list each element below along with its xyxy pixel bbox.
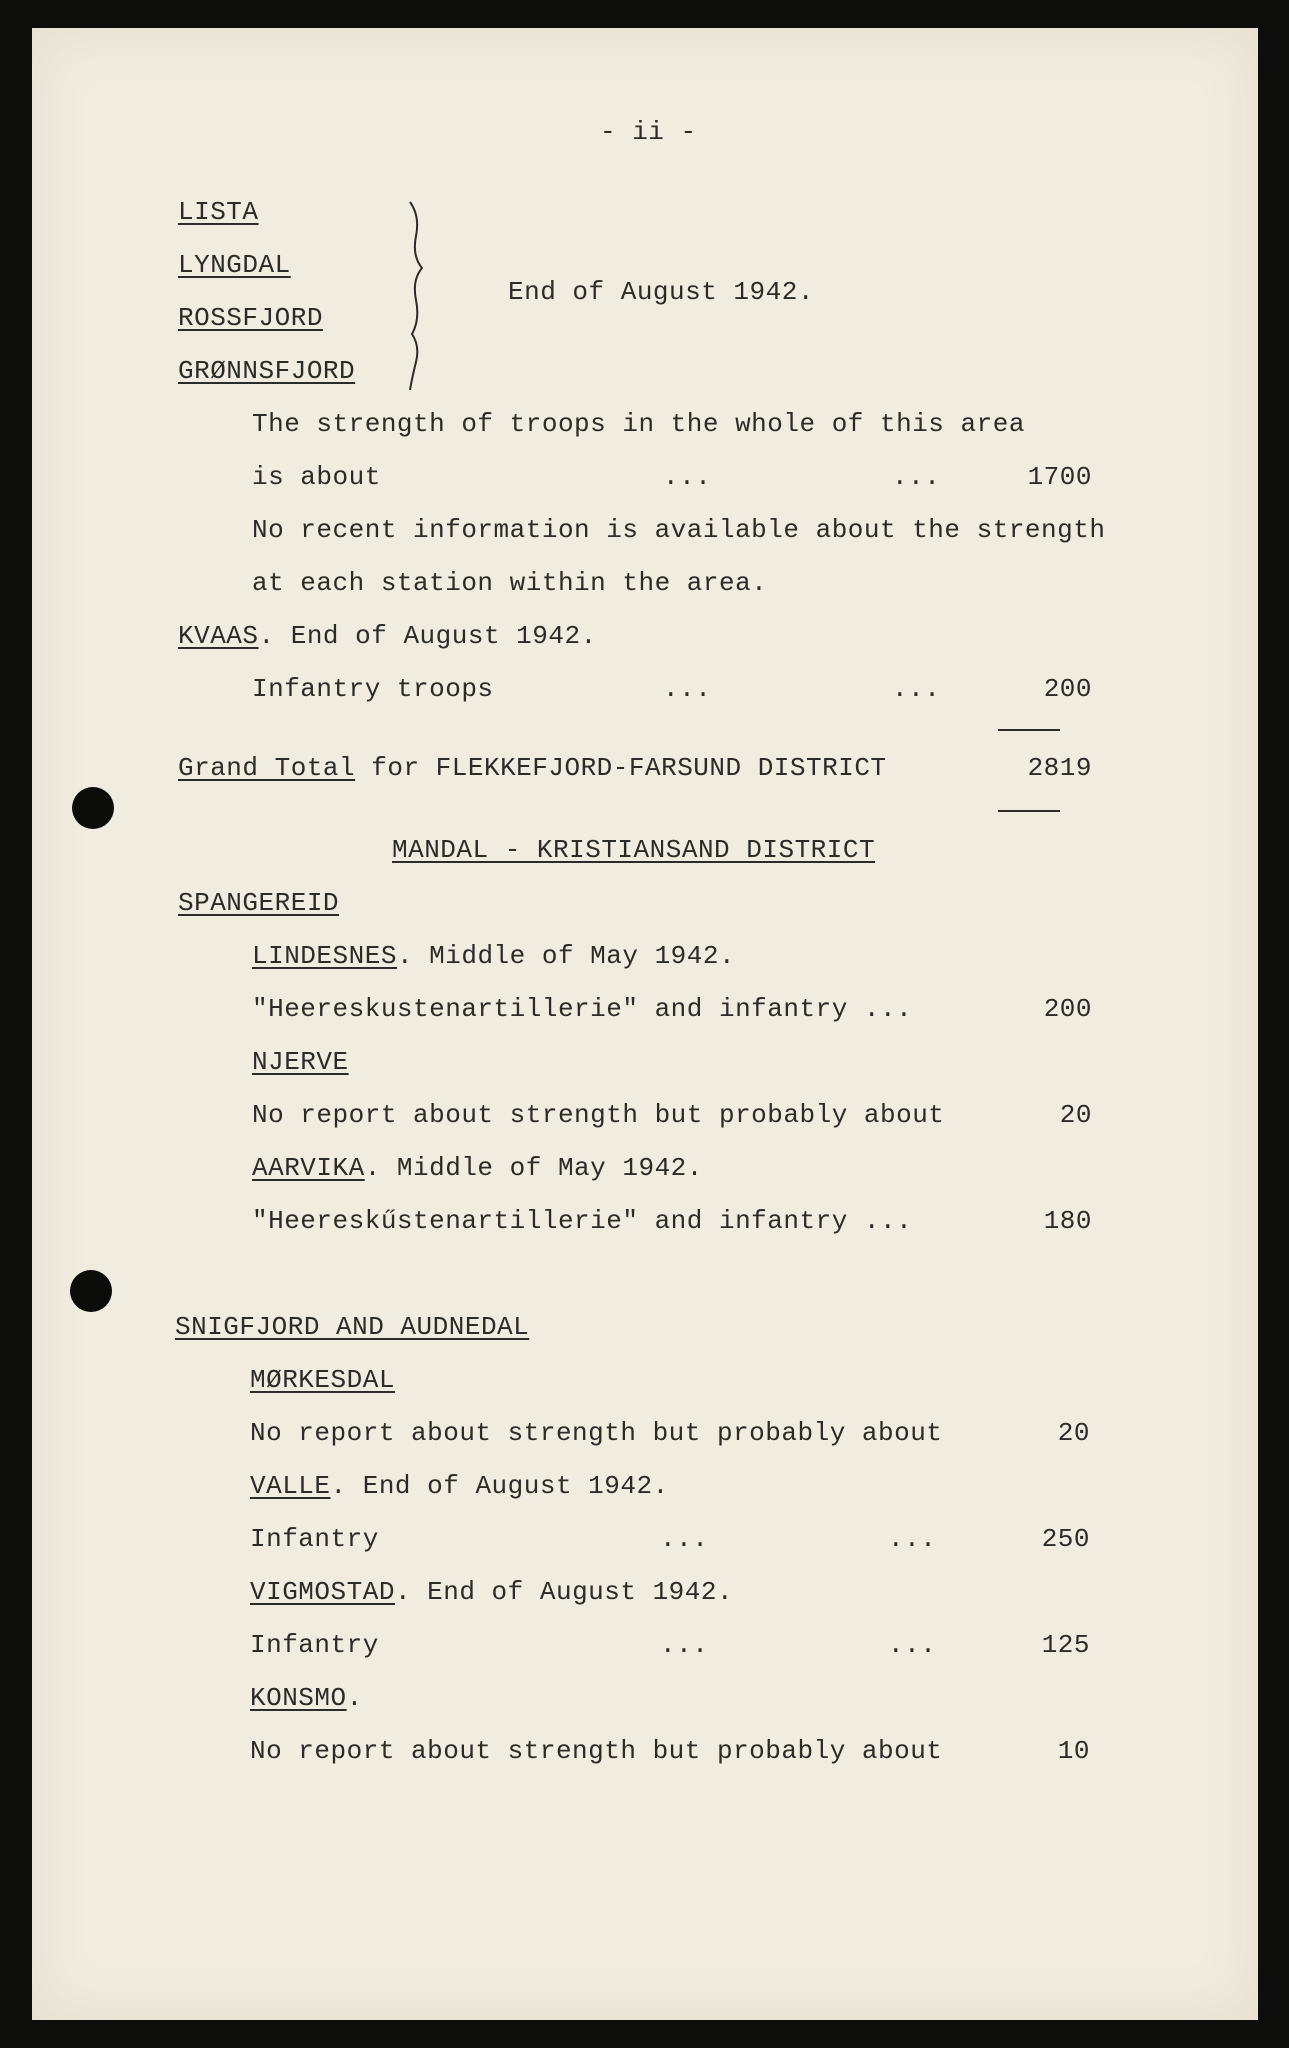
- aarvika-value: 180: [1043, 1206, 1092, 1236]
- grand-total-value: 2819: [1027, 753, 1092, 783]
- lindesnes-value: 200: [1043, 994, 1092, 1024]
- section1-line1: The strength of troops in the whole of this area: [252, 409, 1025, 439]
- punch-hole-bottom: [70, 1270, 112, 1312]
- subtotal-rule: [998, 729, 1060, 731]
- konsmo-label: No report about strength but probably about: [250, 1736, 943, 1766]
- punch-hole-top: [72, 787, 114, 829]
- morkesdal-label: No report about strength but probably about: [250, 1418, 943, 1448]
- valle-line: [250, 1470, 669, 1502]
- kvaas-label: Infantry troops: [252, 674, 494, 704]
- section1-line2-label: is about: [252, 462, 381, 492]
- lindesnes-label: "Heereskustenartillerie" and infantry ...: [252, 994, 913, 1024]
- kvaas-dots1: ...: [663, 674, 712, 704]
- section1-line3: No recent information is available about the strength: [252, 515, 1106, 545]
- valle-dots2: ...: [888, 1524, 937, 1554]
- total-rule: [998, 810, 1060, 812]
- place-gronnsfjord: GRØNNSFJORD: [178, 356, 356, 386]
- lindesnes-name: LINDESNES: [252, 941, 397, 971]
- kvaas-dots2: ...: [892, 674, 941, 704]
- vigmostad-name: VIGMOSTAD: [250, 1577, 395, 1607]
- place-rossfjord: ROSSFJORD: [178, 303, 323, 333]
- lindesnes-date: . Middle of May 1942.: [396, 941, 736, 971]
- grand-total-label: Grand Total: [178, 753, 356, 783]
- njerve-label: No report about strength but probably about: [252, 1100, 945, 1130]
- valle-date: . End of August 1942.: [330, 1471, 669, 1501]
- place-lista: LISTA: [178, 197, 259, 227]
- aarvika-line: [252, 1152, 703, 1184]
- section1-dots1: ...: [663, 462, 712, 492]
- vigmostad-line: [250, 1576, 733, 1608]
- vigmostad-dots1: ...: [660, 1630, 709, 1660]
- aarvika-name: AARVIKA: [252, 1153, 365, 1183]
- page-number: - ii -: [600, 117, 697, 147]
- snigfjord-heading: SNIGFJORD AND AUDNEDAL: [175, 1312, 530, 1342]
- grand-total-text: for FLEKKEFJORD-FARSUND DISTRICT: [355, 753, 887, 783]
- brace-icon: [404, 196, 434, 396]
- konsmo-value: 10: [1057, 1736, 1090, 1766]
- kvaas-line: [178, 620, 597, 652]
- grand-total-line: [178, 752, 887, 784]
- aarvika-date: . Middle of May 1942.: [364, 1153, 703, 1183]
- spangereid-heading: SPANGEREID: [178, 888, 340, 918]
- lindesnes-line: [252, 940, 735, 972]
- section1-value: 1700: [1027, 462, 1092, 492]
- mandal-heading: MANDAL - KRISTIANSAND DISTRICT: [392, 835, 876, 865]
- konsmo-name: KONSMO: [250, 1683, 347, 1713]
- valle-dots1: ...: [660, 1524, 709, 1554]
- document-page: [32, 28, 1258, 2020]
- valle-value: 250: [1041, 1524, 1090, 1554]
- section1-date: End of August 1942.: [508, 277, 814, 307]
- aarvika-label: "Heereskűstenartillerie" and infantry ...: [252, 1206, 913, 1236]
- konsmo-line: [250, 1682, 363, 1714]
- kvaas-value: 200: [1043, 674, 1092, 704]
- vigmostad-label: Infantry: [250, 1630, 379, 1660]
- section1-line4: at each station within the area.: [252, 568, 768, 598]
- konsmo-period: .: [346, 1683, 363, 1713]
- morkesdal-value: 20: [1057, 1418, 1090, 1448]
- valle-name: VALLE: [250, 1471, 331, 1501]
- morkesdal-name: MØRKESDAL: [250, 1365, 395, 1395]
- section1-dots2: ...: [892, 462, 941, 492]
- kvaas-date: . End of August 1942.: [258, 621, 597, 651]
- kvaas-name: KVAAS: [178, 621, 259, 651]
- vigmostad-date: . End of August 1942.: [394, 1577, 734, 1607]
- njerve-name: NJERVE: [252, 1047, 349, 1077]
- vigmostad-dots2: ...: [888, 1630, 937, 1660]
- valle-label: Infantry: [250, 1524, 379, 1554]
- vigmostad-value: 125: [1041, 1630, 1090, 1660]
- njerve-value: 20: [1059, 1100, 1092, 1130]
- place-lyngdal: LYNGDAL: [178, 250, 291, 280]
